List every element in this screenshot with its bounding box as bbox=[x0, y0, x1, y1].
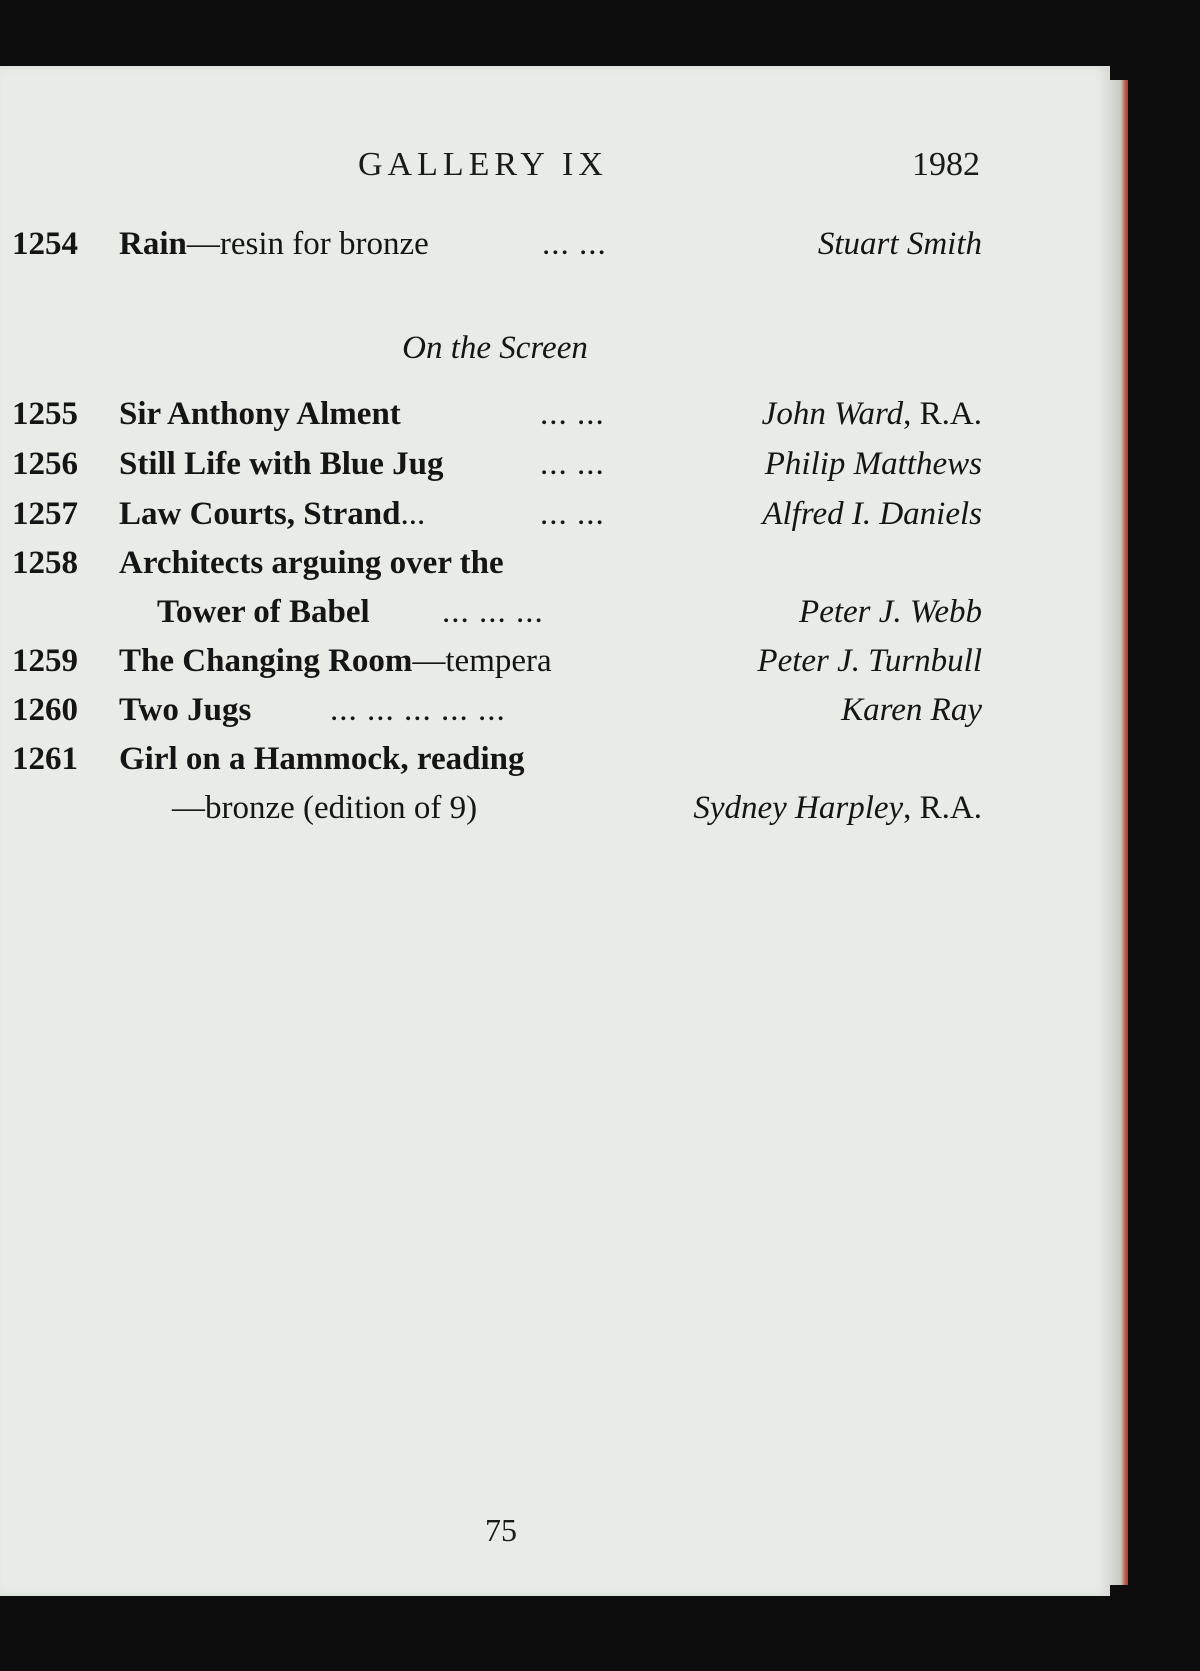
entry-artist bbox=[762, 496, 982, 533]
leader-dots: ... ... ... bbox=[442, 594, 544, 630]
artist-name: Karen Ray bbox=[841, 692, 982, 728]
catalogue-entry bbox=[12, 741, 982, 785]
artist-suffix: , R.A. bbox=[903, 790, 982, 826]
page-edge bbox=[1110, 80, 1128, 1585]
artist-name: Alfred I. Daniels bbox=[762, 496, 982, 532]
section-heading: On the Screen bbox=[402, 330, 588, 366]
artist-name: Sydney Harpley bbox=[693, 790, 904, 826]
entry-title: Girl on a Hammock, reading bbox=[119, 741, 525, 777]
entry-artist bbox=[757, 643, 982, 680]
entry-work bbox=[119, 226, 429, 263]
entry-medium: —tempera bbox=[412, 643, 552, 679]
entry-work bbox=[172, 790, 477, 827]
artist-name: John Ward bbox=[761, 396, 904, 432]
entry-number: 1254 bbox=[12, 226, 78, 262]
entry-artist bbox=[762, 396, 982, 433]
entry-work bbox=[119, 496, 425, 533]
entry-number: 1260 bbox=[12, 692, 78, 728]
artist-suffix: , R.A. bbox=[903, 396, 982, 432]
entry-work bbox=[119, 446, 444, 483]
leader-dots: ... ... ... ... ... bbox=[330, 692, 506, 728]
entry-number: 1259 bbox=[12, 643, 78, 679]
catalogue-entry bbox=[12, 446, 982, 490]
catalogue-entry bbox=[12, 396, 982, 440]
entry-work bbox=[119, 741, 524, 778]
entry-medium: ... bbox=[400, 496, 426, 532]
catalogue-year: 1982 bbox=[912, 146, 980, 183]
entry-number: 1256 bbox=[12, 446, 78, 482]
entry-artist bbox=[818, 226, 982, 263]
entry-title: Two Jugs bbox=[119, 692, 252, 728]
catalogue-entry bbox=[12, 643, 982, 687]
entry-medium: —resin for bronze bbox=[186, 226, 429, 262]
entry-artist bbox=[693, 790, 982, 827]
catalogue-entry bbox=[12, 496, 982, 540]
entry-work bbox=[157, 594, 370, 631]
entry-artist bbox=[799, 594, 982, 631]
entry-title: The Changing Room bbox=[119, 643, 413, 679]
entry-work bbox=[119, 396, 401, 433]
gallery-title: GALLERY IX bbox=[358, 146, 608, 183]
artist-name: Stuart Smith bbox=[817, 226, 982, 262]
artist-name: Peter J. Turnbull bbox=[757, 643, 982, 679]
entry-work bbox=[119, 692, 251, 729]
entry-title: Architects arguing over the bbox=[119, 545, 504, 581]
entry-number: 1257 bbox=[12, 496, 78, 532]
catalogue-entry-continuation bbox=[12, 790, 982, 834]
catalogue-entry bbox=[12, 545, 982, 589]
catalogue-entry bbox=[12, 226, 982, 270]
leader-dots: ... ... bbox=[540, 496, 605, 532]
entry-title: Rain bbox=[119, 226, 187, 262]
leader-dots: ... ... bbox=[540, 396, 605, 432]
entry-work bbox=[119, 643, 552, 680]
leader-dots: ... ... bbox=[540, 446, 605, 482]
entry-title: Sir Anthony Alment bbox=[119, 396, 401, 432]
leader-dots: ... ... bbox=[542, 226, 607, 262]
page-number: 75 bbox=[485, 1512, 517, 1548]
entry-number: 1258 bbox=[12, 545, 78, 581]
page-header bbox=[0, 140, 990, 184]
entry-medium: —bronze (edition of 9) bbox=[172, 790, 478, 826]
entry-artist bbox=[841, 692, 982, 729]
catalogue-entry-continuation bbox=[12, 594, 982, 638]
artist-name: Philip Matthews bbox=[764, 446, 982, 482]
entry-work bbox=[119, 545, 504, 582]
catalogue-entry bbox=[12, 692, 982, 736]
entry-title: Law Courts, Strand bbox=[119, 496, 401, 532]
entry-title: Tower of Babel bbox=[157, 594, 370, 630]
entry-title: Still Life with Blue Jug bbox=[119, 446, 444, 482]
entry-artist bbox=[765, 446, 982, 483]
entry-number: 1255 bbox=[12, 396, 78, 432]
entry-number: 1261 bbox=[12, 741, 78, 777]
artist-name: Peter J. Webb bbox=[799, 594, 982, 630]
